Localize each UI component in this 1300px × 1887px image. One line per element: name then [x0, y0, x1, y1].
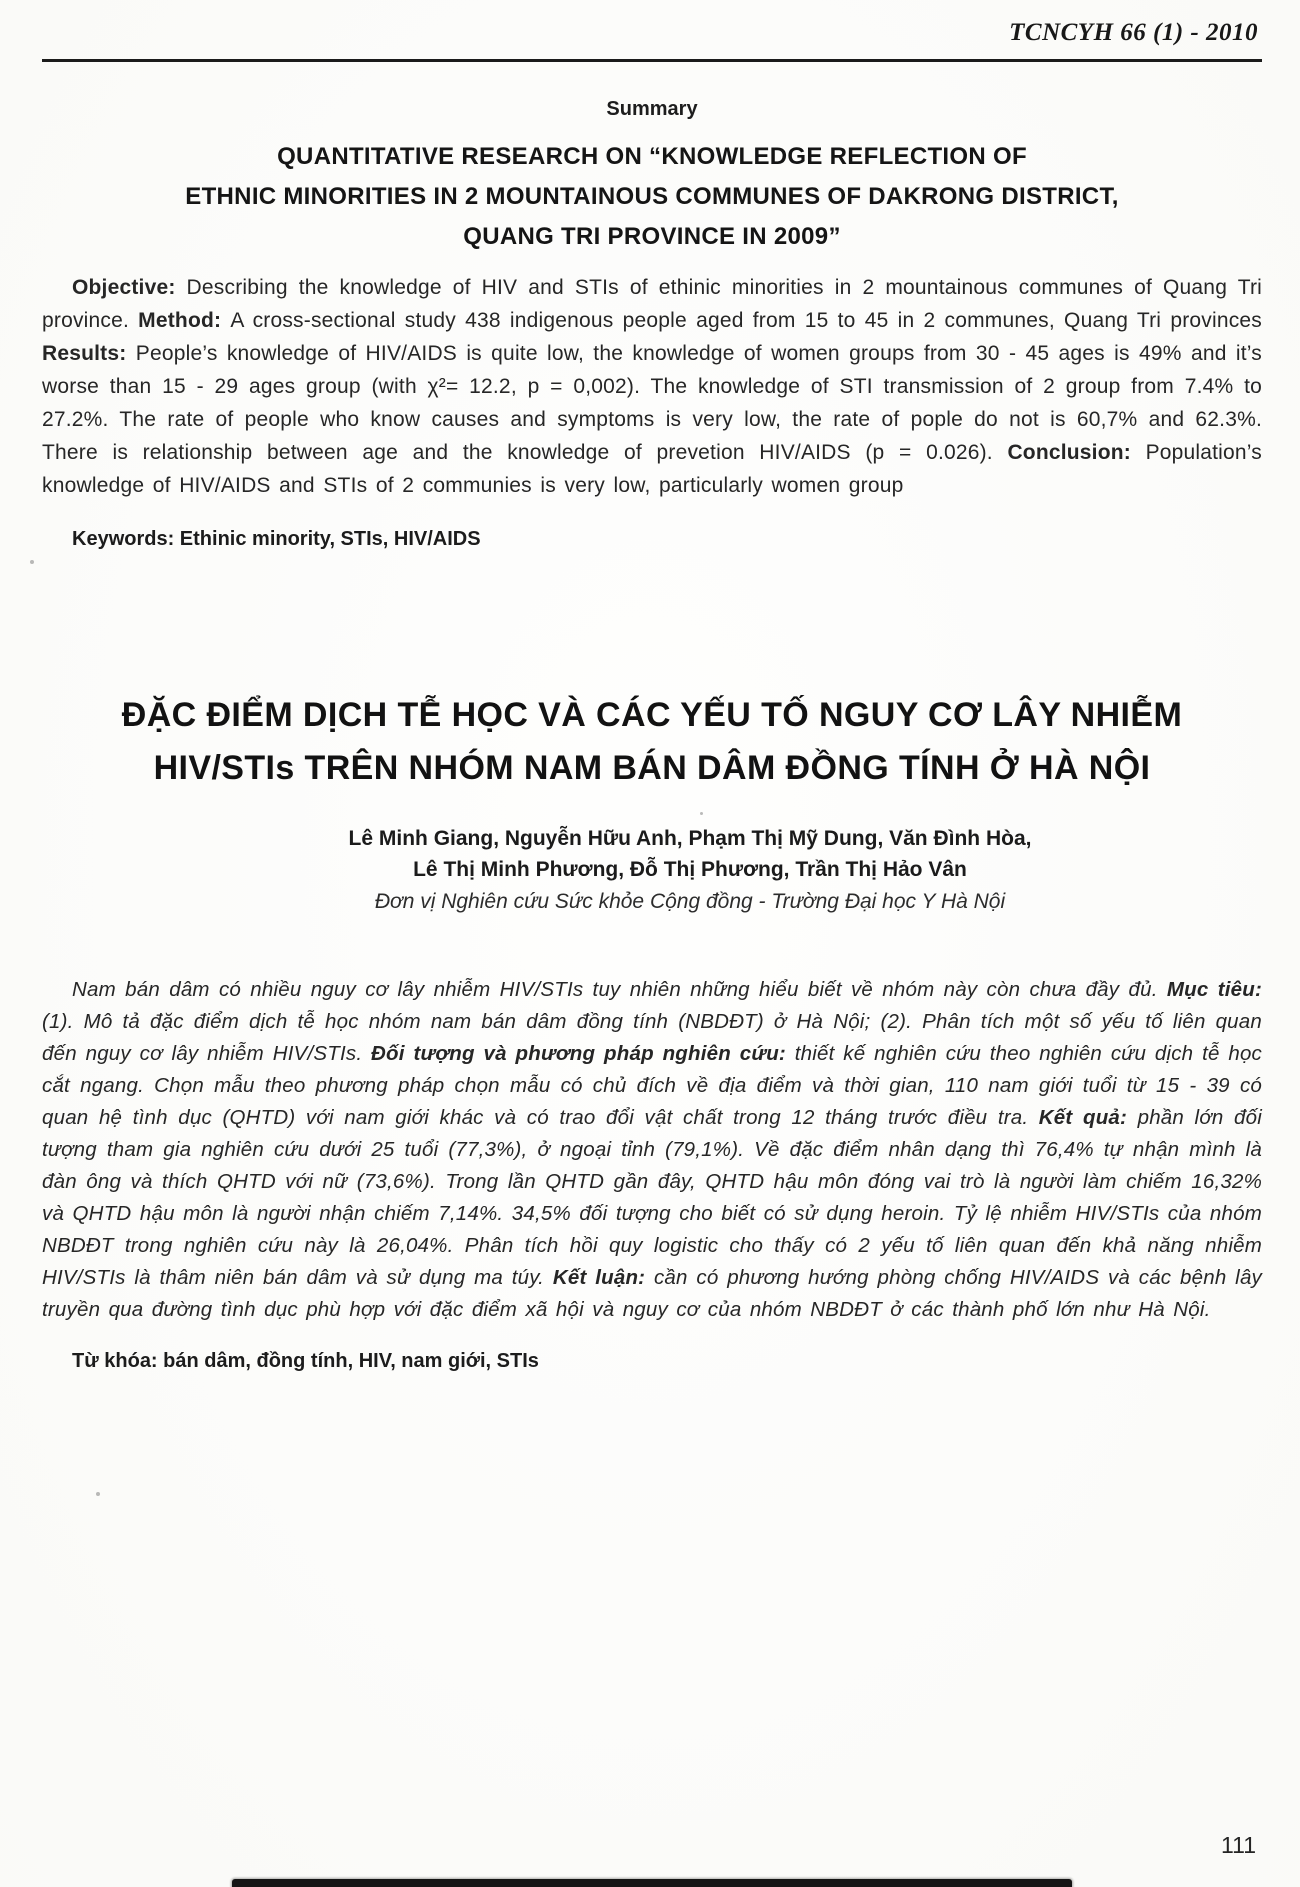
header-rule	[42, 59, 1262, 62]
author-line-1: Lê Minh Giang, Nguyễn Hữu Anh, Phạm Thị Mỹ Dung, Văn Đình Hòa,	[348, 827, 1032, 850]
abstract-bold-run: Kết luận:	[552, 1266, 654, 1289]
abstract-text-run: People’s knowledge of HIV/AIDS is quite low, the knowledge of women groups from 30 - 45 ages is 49% and it’s worse than 15 - 29 ages group (with χ²= 12.2, p = 0,002). The knowledge of STI transmission of 2 group from 7.4% to 27.2%. The rate of people who know causes and symptoms is very low, the rate of pople do not is 60,7% and 62.3%. There is relationship between age and the knowledge of prevetion HIV/AIDS (p = 0.026).	[42, 342, 1262, 464]
abstract-bold-run: Đối tượng và phương pháp nghiên cứu:	[371, 1042, 795, 1065]
page-header	[42, 16, 1262, 62]
abstract-text-run: Nam bán dâm có nhiều nguy cơ lây nhiễm HIV/STIs tuy nhiên những hiểu biết về nhóm này còn chưa đầy đủ.	[72, 978, 1167, 1001]
journal-reference: TCNCYH 66 (1) - 2010	[1009, 19, 1258, 46]
english-title-line-1: QUANTITATIVE RESEARCH ON “KNOWLEDGE REFLECTION OF	[277, 143, 1027, 170]
scan-speckle	[96, 1492, 100, 1496]
abstract-bold-run: Method:	[138, 309, 231, 332]
english-abstract	[42, 271, 1262, 502]
abstract-text-run: cần có phương hướng phòng chống HIV/AIDS và các bệnh lây truyền qua đường tình dục phù hợp với đặc điểm xã hội và nguy cơ của nhóm NBDĐT ở các thành phố lớn như Hà Nội.	[42, 1266, 1262, 1321]
author-line-2: Lê Thị Minh Phương, Đỗ Thị Phương, Trần Thị Hảo Vân	[413, 858, 967, 881]
vietnamese-abstract	[42, 974, 1262, 1326]
abstract-bold-run: Kết quả:	[1038, 1106, 1138, 1129]
vietnamese-title-line-2: HIV/STIs TRÊN NHÓM NAM BÁN DÂM ĐỒNG TÍNH Ở HÀ NỘI	[153, 749, 1151, 787]
english-title-line-3: QUANG TRI PROVINCE IN 2009”	[463, 223, 841, 250]
english-summary-section	[42, 96, 1262, 551]
author-block	[42, 823, 1262, 917]
abstract-text-run: A cross-sectional study 438 indigenous people aged from 15 to 45 in 2 communes, Quang Tri provinces	[230, 309, 1262, 332]
vietnamese-article-title	[42, 689, 1262, 795]
vietnamese-article-section	[42, 689, 1262, 1373]
affiliation: Đơn vị Nghiên cứu Sức khỏe Cộng đồng - Trường Đại học Y Hà Nội	[374, 890, 1006, 913]
scan-edge-artifact	[232, 1879, 1072, 1887]
abstract-bold-run: Conclusion:	[1007, 441, 1146, 464]
abstract-text-run: (1). Mô tả đặc điểm dịch tễ học nhóm nam bán dâm đồng tính (NBDĐT) ở Hà Nội; (2). Phân tích một số yếu tố liên quan đến nguy cơ lây nhiễm HIV/STIs.	[42, 1010, 1262, 1065]
abstract-bold-run: Mục tiêu:	[1166, 978, 1262, 1001]
vietnamese-title-line-1: ĐẶC ĐIỂM DỊCH TỄ HỌC VÀ CÁC YẾU TỐ NGUY CƠ LÂY NHIỄM	[121, 696, 1183, 734]
abstract-text-run: Population’s knowledge of HIV/AIDS and STIs of 2 communies is very low, particularly women group	[42, 441, 1262, 497]
scan-speckle	[30, 560, 34, 564]
abstract-bold-run: Objective:	[72, 276, 187, 299]
abstract-text-run: phần lớn đối tượng tham gia nghiên cứu dưới 25 tuổi (77,3%), ở ngoại tỉnh (79,1%). Về đặc điểm nhân dạng thì 76,4% tự nhận mình là đàn ông và thích QHTD với nữ (73,6%). Trong lần QHTD gần đây, QHTD hậu môn đóng vai trò là người làm chiếm 16,32% và QHTD hậu môn là người nhận chiếm 7,14%. 34,5% đối tượng cho biết có sử dụng heroin. Tỷ lệ nhiễm HIV/STIs của nhóm NBDĐT trong nghiên cứu này là 26,04%. Phân tích hồi quy logistic cho thấy có 2 yếu tố liên quan đến khả năng nhiễm HIV/STIs là thâm niên bán dâm và sử dụng ma túy.	[42, 1106, 1263, 1289]
page-number: 111	[1221, 1832, 1256, 1858]
abstract-bold-run: Results:	[42, 342, 136, 365]
vietnamese-keywords: Từ khóa: bán dâm, đồng tính, HIV, nam giới, STIs	[72, 1350, 539, 1372]
abstract-text-run: Describing the knowledge of HIV and STIs of ethinic minorities in 2 mountainous communes of Quang Tri province.	[42, 276, 1262, 332]
scan-speckle	[700, 812, 703, 815]
english-article-title	[42, 137, 1262, 257]
summary-heading: Summary	[606, 98, 698, 120]
scan-speckle	[288, 776, 291, 779]
english-title-line-2: ETHNIC MINORITIES IN 2 MOUNTAINOUS COMMUNES OF DAKRONG DISTRICT,	[185, 183, 1119, 210]
english-keywords: Keywords: Ethinic minority, STIs, HIV/AIDS	[72, 528, 481, 550]
abstract-text-run: thiết kế nghiên cứu theo nghiên cứu dịch tễ học cắt ngang. Chọn mẫu theo phương pháp chọn mẫu có chủ đích về địa điểm và thời gian, 110 nam giới tuổi từ 15 - 39 có quan hệ tình dục (QHTD) với nam giới khác và có trao đổi vật chất trong 12 tháng trước điều tra.	[42, 1042, 1263, 1129]
